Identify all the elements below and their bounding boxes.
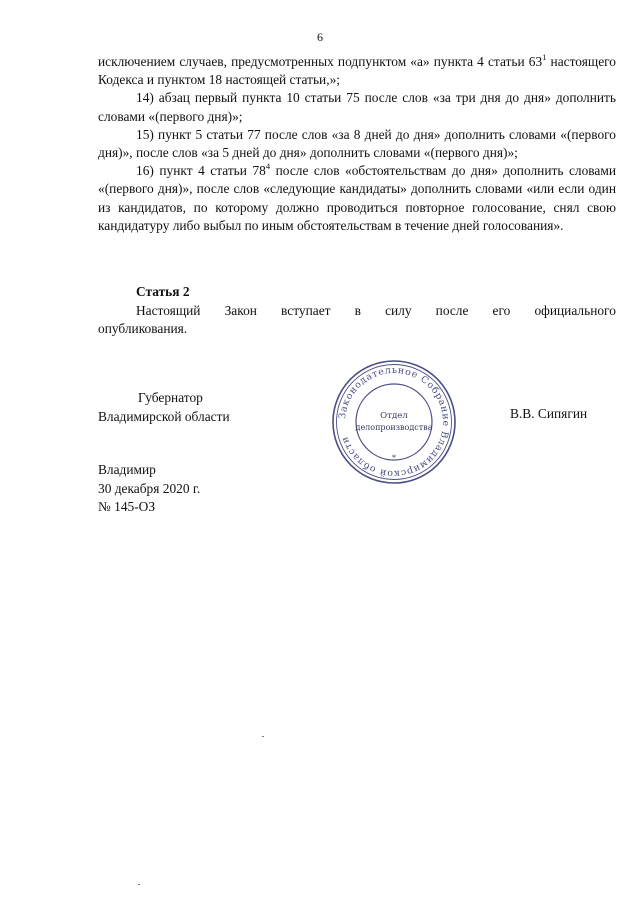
scan-speck bbox=[262, 736, 264, 737]
seal-star: * bbox=[391, 453, 397, 463]
signer-name: В.В. Сипягин bbox=[510, 406, 588, 421]
article-word: его bbox=[492, 303, 511, 318]
seal-ring-text-path: Законодательное Собрание Владимирской области bbox=[337, 364, 452, 480]
law-number: № 145-ОЗ bbox=[98, 499, 156, 514]
article-word: после bbox=[435, 303, 469, 318]
paragraph-text: настоящего Кодекса и пунктом 18 настоящей статьи,»; bbox=[98, 54, 616, 88]
article-word: Настоящий bbox=[136, 303, 201, 318]
seal-center-line2: делопроизводства bbox=[355, 423, 433, 432]
paragraph-continuation bbox=[98, 53, 616, 89]
article-word: в bbox=[354, 303, 361, 318]
superscript: 4 bbox=[265, 161, 271, 172]
position-region: Владимирской области bbox=[98, 409, 230, 424]
amendments-text bbox=[98, 53, 616, 235]
date: 30 декабря 2020 г. bbox=[98, 480, 201, 496]
paragraph-text: исключением случаев, предусмотренных подпунктом «а» пункта 4 статьи 63 bbox=[98, 54, 543, 69]
paragraph-14: 14) абзац первый пункта 10 статьи 75 после слов «за три дня до дня» дополнить словами «(первого дня)»; bbox=[98, 90, 616, 124]
article-word: Закон bbox=[224, 303, 257, 318]
paragraph-text: 16) пункт 4 статьи 78 bbox=[136, 163, 266, 179]
seal-center-line1: Отдел bbox=[380, 411, 408, 421]
article-body bbox=[98, 302, 616, 338]
article-heading: Статья 2 bbox=[136, 284, 190, 299]
page-number: 6 bbox=[317, 30, 323, 44]
place-date-block bbox=[98, 461, 200, 517]
signature-position bbox=[98, 388, 230, 426]
paragraph-15: 15) пункт 5 статьи 77 после слов «за 8 дней до дня» дополнить словами «(первого дня)», после слов «за 5 дней до дня» дополнить словами «(первого дня)»; bbox=[98, 126, 616, 161]
paragraph-16 bbox=[98, 162, 616, 235]
article-word: официального bbox=[534, 303, 616, 318]
city: Владимир bbox=[98, 462, 156, 477]
paragraph-text: после слов «обстоятельствам до дня» дополнить словами «(первого дня)», после слов «следующие кандидаты» дополнить словами «или если один из кандидатов, по которому должно проводиться повторное голосование, снял свою кандидатуру либо выбыл по иным обстоятельствам в течение дней голосования». bbox=[98, 163, 616, 233]
article-word: вступает bbox=[281, 303, 331, 318]
article-word: силу bbox=[385, 303, 412, 318]
superscript: 1 bbox=[542, 52, 547, 62]
article-second-line: опубликования. bbox=[98, 321, 188, 337]
official-seal bbox=[330, 358, 458, 486]
scan-speck bbox=[138, 884, 140, 885]
position-title: Губернатор bbox=[138, 390, 203, 405]
article-first-line bbox=[98, 302, 616, 320]
